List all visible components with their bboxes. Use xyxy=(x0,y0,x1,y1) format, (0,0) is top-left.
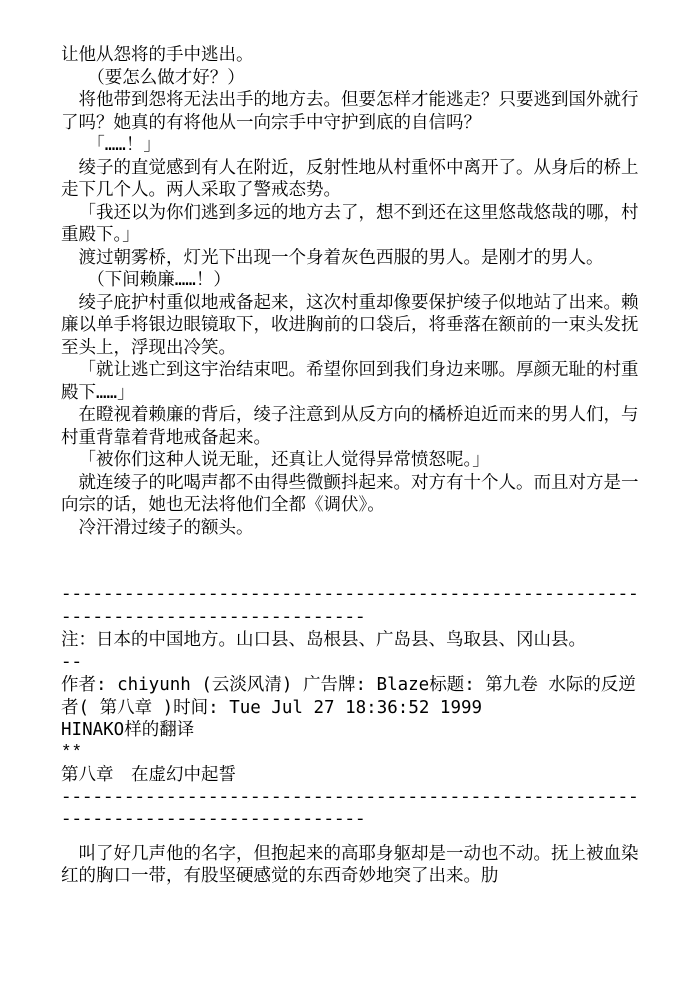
story-paragraph: 绫子的直觉感到有人在附近，反射性地从村重怀中离开了。从身后的桥上走下几个人。两人采取了警戒态势。 xyxy=(61,157,639,200)
story-paragraph: 绫子庇护村重似地戒备起来，这次村重却像要保护绫子似地站了出来。赖廉以单手将银边眼镜取下，收进胸前的口袋后，将垂落在额前的一束头发抚至头上，浮现出冷笑。 xyxy=(61,292,639,358)
story-section-1 xyxy=(61,44,643,539)
blank-space xyxy=(61,832,643,843)
story-paragraph: 「就让逃亡到这宇治结束吧。希望你回到我们身边来哪。厚颜无耻的村重殿下……」 xyxy=(61,360,639,403)
story-paragraph: 将他带到怨将无法出手的地方去。但要怎样才能逃走？只要逃到国外就行了吗？她真的有将他从一向宗手中守护到底的自信吗？ xyxy=(61,90,639,133)
story-paragraph: （下间赖廉……！） xyxy=(87,270,231,290)
document-page xyxy=(61,44,643,888)
footnote: 注：日本的中国地方。山口县、岛根县、广岛县、鸟取县、冈山县。 xyxy=(61,630,586,650)
story-paragraph: 「……！」 xyxy=(87,135,161,155)
story-paragraph: （要怎么做才好？） xyxy=(87,67,245,88)
story-paragraph: 在瞪视着赖廉的背后，绫子注意到从反方向的橘桥迫近而来的男人们，与村重背靠着背地戒备起来。 xyxy=(61,405,639,448)
signature-dash: -- xyxy=(61,652,83,673)
story-paragraph: 渡过朝雾桥，灯光下出现一个身着灰色西服的男人。是刚才的男人。 xyxy=(78,247,604,268)
translator-credit: HINAKO样的翻译 xyxy=(61,720,195,740)
chapter-title: 第八章 在虚幻中起誓 xyxy=(61,765,236,785)
blank-space xyxy=(61,539,643,584)
story-paragraph: 「我还以为你们逃到多远的地方去了，想不到还在这里悠哉悠哉的哪，村重殿下。」 xyxy=(61,202,639,245)
story-paragraph: 叫了好几声他的名字，但抱起来的高耶身躯却是一动也不动。抚上被血染红的胸口一带，有股坚硬感觉的东西奇妙地突了出来。肋 xyxy=(61,843,639,886)
separator-line: ------------------------------------------------------------------------------------ xyxy=(61,585,639,628)
stars-divider: ** xyxy=(61,742,83,763)
story-paragraph: 「被你们这种人说无耻，还真让人觉得异常愤怒呢。」 xyxy=(78,450,490,470)
story-paragraph: 就连绫子的叱喝声都不由得些微颤抖起来。对方有十个人。而且对方是一向宗的话，她也无法将他们全都《调伏》。 xyxy=(61,472,639,515)
story-paragraph: 冷汗滑过绫子的额头。 xyxy=(78,517,254,538)
separator-line: ------------------------------------------------------------------------------------ xyxy=(61,787,639,830)
story-paragraph: 让他从怨将的手中逃出。 xyxy=(61,45,254,65)
post-header: 作者: chiyunh (云淡风清) 广告牌: Blaze标题: 第九卷 水际的反逆者( 第八章 )时间: Tue Jul 27 18:36:52 1999 xyxy=(61,675,636,718)
